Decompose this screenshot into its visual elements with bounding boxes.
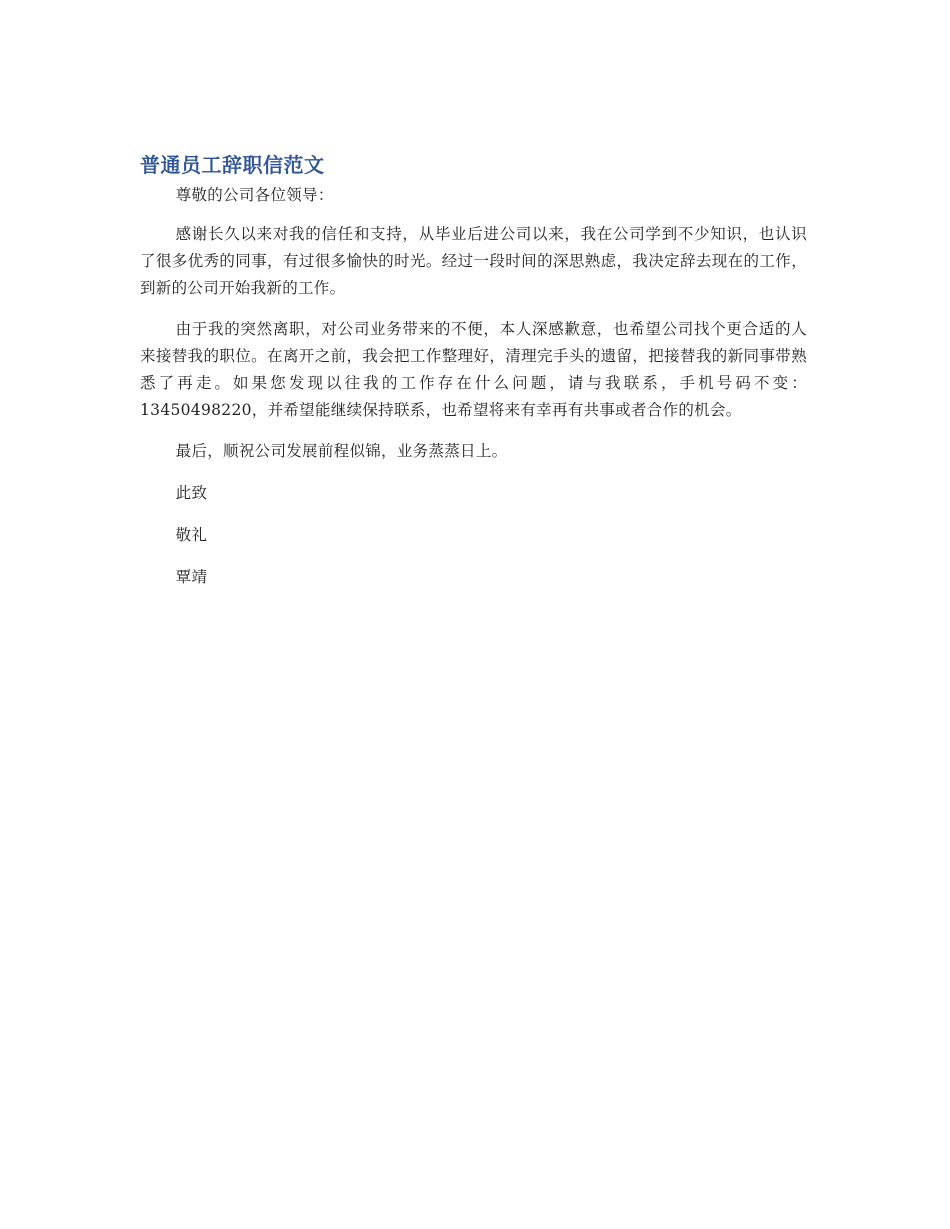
letter-paragraph-apology: 由于我的突然离职，对公司业务带来的不便，本人深感歉意，也希望公司找个更合适的人来接替我的职位。在离开之前，我会把工作整理好，清理完手头的遗留，把接替我的新同事带熟悉了再走。如果您发现以往我的工作存在什么问题，请与我联系，手机号码不变：13450498220，并希望能继续保持联系，也希望将来有幸再有共事或者合作的机会。	[140, 320, 807, 419]
document-body	[140, 150, 807, 606]
letter-greeting: 尊敬的公司各位领导：	[175, 186, 334, 204]
letter-paragraph-thanks: 感谢长久以来对我的信任和支持，从毕业后进公司以来，我在公司学到不少知识，也认识了很多优秀的同事，有过很多愉快的时光。经过一段时间的深思熟虑，我决定辞去现在的工作，到新的公司开始我新的工作。	[140, 225, 807, 297]
letter-closing-jingli: 敬礼	[175, 526, 208, 544]
letter-closing-cizhi: 此致	[175, 484, 208, 502]
letter-paragraph-wishes: 最后，顺祝公司发展前程似锦，业务蒸蒸日上。	[175, 442, 508, 460]
letter-signature: 覃靖	[175, 568, 208, 586]
document-title: 普通员工辞职信范文	[140, 153, 325, 177]
